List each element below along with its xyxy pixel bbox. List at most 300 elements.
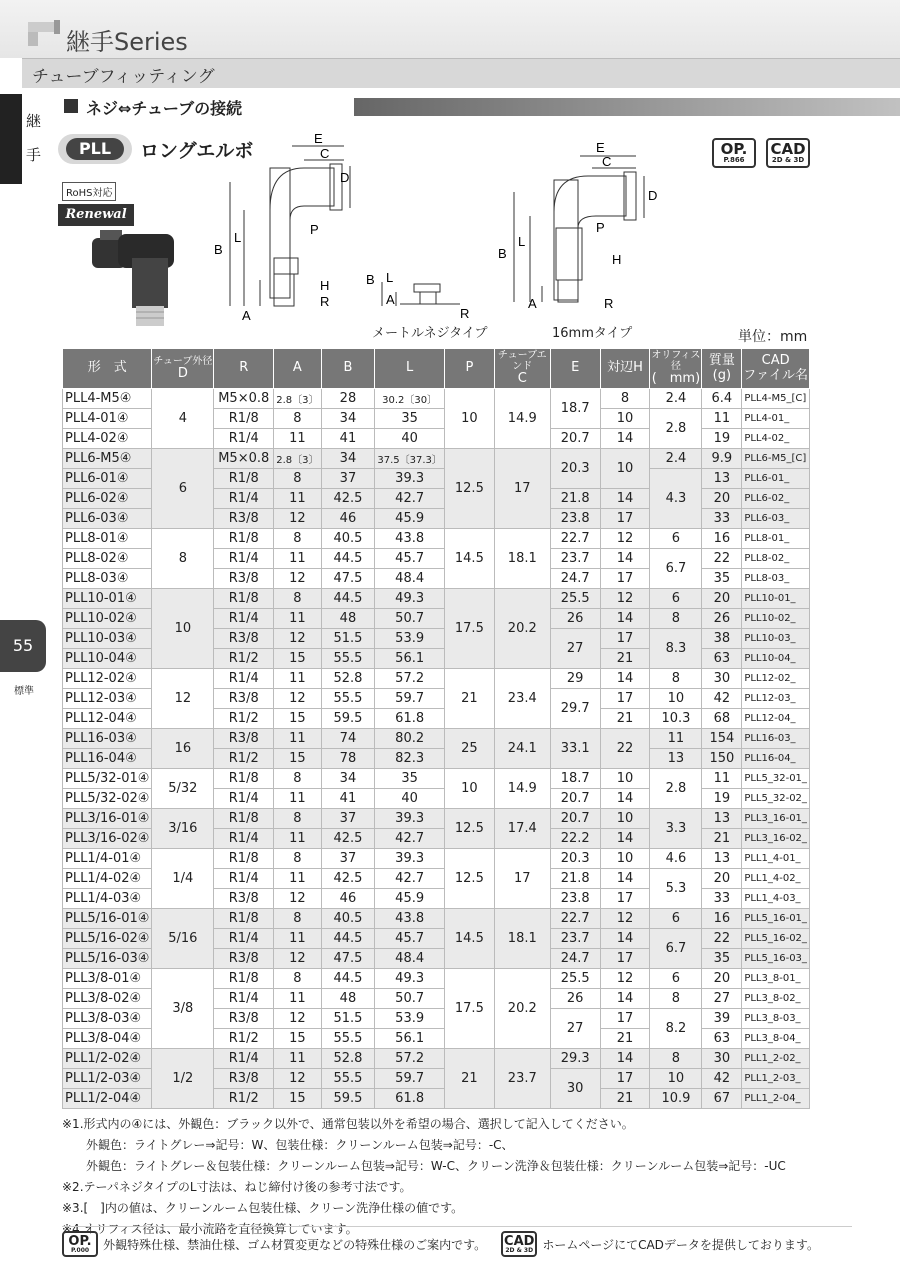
cell-l: 50.7 [375, 989, 445, 1009]
col-orifice [650, 349, 702, 389]
cell-l: 30.2〔30〕 [375, 389, 445, 409]
cell-h: 14 [600, 789, 650, 809]
cell-l: 40 [375, 429, 445, 449]
cell-h: 14 [600, 429, 650, 449]
cell-r: R3/8 [214, 629, 274, 649]
dim-label-d-16mm: D [648, 188, 658, 203]
cell-r: R1/8 [214, 769, 274, 789]
cell-cad: PLL5_16-02_ [742, 929, 810, 949]
col-tube-od-1: チューブ外径 [153, 355, 213, 367]
cell-e: 22.2 [550, 829, 600, 849]
footer-cad-badge[interactable] [501, 1231, 537, 1257]
cell-h: 14 [600, 989, 650, 1009]
dim-label-b-16mm: B [498, 246, 507, 261]
op-badge[interactable] [712, 138, 756, 168]
cell-b: 55.5 [321, 1069, 375, 1089]
cell-o: 10.3 [650, 709, 702, 729]
dim-label-p-16mm: P [596, 220, 605, 235]
cell-d: 5/32 [152, 769, 214, 809]
cell-c: 24.1 [494, 729, 550, 769]
cell-c: 23.4 [494, 669, 550, 729]
cell-a: 8 [274, 909, 321, 929]
cell-c: 17 [494, 449, 550, 529]
cell-l: 49.3 [375, 969, 445, 989]
cell-g: 154 [702, 729, 742, 749]
cell-m: PLL1/2-04④ [63, 1089, 152, 1109]
col-tube-end-1: チューブエンド [497, 350, 547, 373]
cell-b: 55.5 [321, 689, 375, 709]
cell-r: R3/8 [214, 949, 274, 969]
cell-b: 37 [321, 469, 375, 489]
cell-r: R1/8 [214, 969, 274, 989]
cell-a: 11 [274, 869, 321, 889]
cell-o: 10 [650, 689, 702, 709]
cell-g: 42 [702, 689, 742, 709]
cell-m: PLL10-01④ [63, 589, 152, 609]
cell-l: 50.7 [375, 609, 445, 629]
cell-c: 20.2 [494, 589, 550, 669]
side-chars [26, 104, 42, 172]
cell-m: PLL12-03④ [63, 689, 152, 709]
cell-b: 44.5 [321, 969, 375, 989]
cell-cad: PLL3_8-04_ [742, 1029, 810, 1049]
cell-b: 59.5 [321, 1089, 375, 1109]
side-tab [0, 94, 22, 184]
cell-b: 51.5 [321, 1009, 375, 1029]
cell-h: 17 [600, 1009, 650, 1029]
cell-r: R1/8 [214, 909, 274, 929]
cell-g: 20 [702, 869, 742, 889]
dim-label-b-metric: B [366, 272, 375, 287]
cell-cad: PLL1_2-04_ [742, 1089, 810, 1109]
cell-h: 10 [600, 849, 650, 869]
cell-g: 38 [702, 629, 742, 649]
dim-label-r-metric: R [460, 306, 470, 321]
cell-m: PLL3/16-02④ [63, 829, 152, 849]
footer-cad-sub: 2D & 3D [505, 1247, 534, 1254]
cell-e: 18.7 [550, 389, 600, 429]
cell-a: 12 [274, 949, 321, 969]
cell-cad: PLL3_8-01_ [742, 969, 810, 989]
footer-op-text: 外観特殊仕様、禁油仕様、ゴム材質変更などの特殊仕様のご案内です。 [103, 1237, 487, 1252]
cell-h: 14 [600, 549, 650, 569]
cell-cad: PLL3_16-02_ [742, 829, 810, 849]
cell-a: 11 [274, 929, 321, 949]
cell-cad: PLL5_32-02_ [742, 789, 810, 809]
cell-a: 11 [274, 1049, 321, 1069]
cell-d: 3/8 [152, 969, 214, 1049]
cell-r: R3/8 [214, 569, 274, 589]
section-heading [64, 96, 900, 118]
cell-r: R1/2 [214, 649, 274, 669]
cell-a: 8 [274, 969, 321, 989]
cell-g: 35 [702, 569, 742, 589]
cell-r: R1/8 [214, 589, 274, 609]
col-a: A [274, 349, 321, 389]
cell-e: 30 [550, 1069, 600, 1109]
cell-o: 2.8 [650, 769, 702, 809]
cell-o: 10.9 [650, 1089, 702, 1109]
cell-o: 8.2 [650, 1009, 702, 1049]
cell-cad: PLL8-03_ [742, 569, 810, 589]
cell-g: 11 [702, 769, 742, 789]
cell-r: R1/2 [214, 1089, 274, 1109]
cell-m: PLL1/2-02④ [63, 1049, 152, 1069]
cell-e: 21.8 [550, 489, 600, 509]
subheader-band [22, 58, 900, 88]
cell-m: PLL4-02④ [63, 429, 152, 449]
cell-o: 6 [650, 969, 702, 989]
cell-p: 12.5 [444, 809, 494, 849]
cell-h: 14 [600, 669, 650, 689]
cell-e: 20.7 [550, 809, 600, 829]
cell-b: 74 [321, 729, 375, 749]
dim-label-h-16mm: H [612, 252, 622, 267]
col-l: L [375, 349, 445, 389]
header-subtitle: チューブフィッティング [32, 67, 215, 87]
cell-c: 14.9 [494, 389, 550, 449]
cell-d: 5/16 [152, 909, 214, 969]
cell-e: 25.5 [550, 589, 600, 609]
cell-e: 23.8 [550, 889, 600, 909]
table-row [63, 729, 810, 749]
cell-a: 15 [274, 749, 321, 769]
page-number: 55 [0, 620, 46, 672]
cell-a: 11 [274, 669, 321, 689]
dim-label-b: B [214, 242, 223, 257]
cell-l: 39.3 [375, 809, 445, 829]
cell-r: R3/8 [214, 689, 274, 709]
table-row [63, 529, 810, 549]
cell-a: 11 [274, 989, 321, 1009]
cell-r: R3/8 [214, 889, 274, 909]
note-line: ※2.テーパネジタイプのL寸法は、ねじ締付け後の参考寸法です。 [62, 1180, 412, 1194]
cell-m: PLL8-02④ [63, 549, 152, 569]
table-body [63, 389, 810, 1109]
cell-d: 3/16 [152, 809, 214, 849]
cell-r: R1/4 [214, 549, 274, 569]
cell-a: 15 [274, 649, 321, 669]
cell-d: 4 [152, 389, 214, 449]
op-badge-label: OP. [720, 140, 748, 158]
note-line: 外観色：ライトグレー⇒記号：W、包装仕様：クリーンルーム包装⇒記号：-C、 [62, 1138, 514, 1152]
cell-o: 10 [650, 1069, 702, 1089]
cell-g: 13 [702, 809, 742, 829]
cell-cad: PLL12-02_ [742, 669, 810, 689]
table-row [63, 589, 810, 609]
cell-p: 17.5 [444, 969, 494, 1049]
cell-h: 22 [600, 729, 650, 769]
cell-o: 8.3 [650, 629, 702, 669]
table-row [63, 389, 810, 409]
cell-b: 59.5 [321, 709, 375, 729]
dim-label-l-16mm: L [518, 234, 526, 249]
cell-l: 59.7 [375, 689, 445, 709]
dim-label-a-metric: A [386, 292, 395, 307]
dim-label-d: D [340, 170, 350, 185]
cell-m: PLL6-M5④ [63, 449, 152, 469]
cell-g: 150 [702, 749, 742, 769]
cell-m: PLL10-04④ [63, 649, 152, 669]
cell-g: 20 [702, 589, 742, 609]
cell-h: 17 [600, 1069, 650, 1089]
dim-label-c-16mm: C [602, 154, 612, 169]
cell-cad: PLL10-03_ [742, 629, 810, 649]
cell-b: 46 [321, 509, 375, 529]
table-row [63, 849, 810, 869]
cell-b: 48 [321, 609, 375, 629]
cell-g: 19 [702, 429, 742, 449]
cell-l: 43.8 [375, 909, 445, 929]
col-model: 形 式 [63, 349, 152, 389]
cell-h: 8 [600, 389, 650, 409]
dim-label-a: A [242, 308, 251, 323]
footer-cad-text: ホームページにてCADデータを提供しております。 [542, 1237, 819, 1252]
footer-op-label: OP. [68, 1234, 92, 1249]
cell-h: 17 [600, 569, 650, 589]
cell-g: 39 [702, 1009, 742, 1029]
cell-e: 29.3 [550, 1049, 600, 1069]
cell-g: 20 [702, 489, 742, 509]
product-name: ロングエルボ [140, 140, 254, 162]
product-code: PLL [66, 138, 124, 160]
cell-e: 18.7 [550, 769, 600, 789]
cell-l: 42.7 [375, 489, 445, 509]
cell-r: R1/8 [214, 409, 274, 429]
cell-b: 47.5 [321, 569, 375, 589]
cell-b: 78 [321, 749, 375, 769]
cell-m: PLL6-03④ [63, 509, 152, 529]
cell-r: M5×0.8 [214, 389, 274, 409]
cell-g: 33 [702, 509, 742, 529]
cell-a: 8 [274, 469, 321, 489]
table-header-row [63, 349, 810, 389]
cell-p: 25 [444, 729, 494, 769]
cell-l: 57.2 [375, 669, 445, 689]
cell-g: 63 [702, 649, 742, 669]
cell-g: 16 [702, 529, 742, 549]
cell-b: 48 [321, 989, 375, 1009]
section-square-icon [64, 99, 78, 113]
cell-o: 2.8 [650, 409, 702, 449]
cell-cad: PLL1_2-03_ [742, 1069, 810, 1089]
cell-m: PLL8-03④ [63, 569, 152, 589]
cell-o: 8 [650, 1049, 702, 1069]
col-h: 対辺H [600, 349, 650, 389]
cell-m: PLL5/16-03④ [63, 949, 152, 969]
cell-cad: PLL10-02_ [742, 609, 810, 629]
cell-l: 80.2 [375, 729, 445, 749]
cell-g: 42 [702, 1069, 742, 1089]
cell-l: 59.7 [375, 1069, 445, 1089]
cell-a: 2.8〔3〕 [274, 389, 321, 409]
dim-label-l: L [234, 230, 242, 245]
cell-a: 12 [274, 569, 321, 589]
cell-l: 48.4 [375, 949, 445, 969]
cell-o: 8 [650, 669, 702, 689]
cell-r: R1/2 [214, 749, 274, 769]
cell-d: 16 [152, 729, 214, 769]
op-badge-page: P.866 [723, 156, 745, 164]
cell-h: 10 [600, 809, 650, 829]
cell-m: PLL1/4-01④ [63, 849, 152, 869]
fitting-logo-icon [28, 20, 60, 46]
cell-g: 19 [702, 789, 742, 809]
cell-c: 14.9 [494, 769, 550, 809]
cell-b: 37 [321, 809, 375, 829]
cell-a: 11 [274, 829, 321, 849]
cell-g: 20 [702, 969, 742, 989]
cell-l: 35 [375, 409, 445, 429]
cell-m: PLL6-02④ [63, 489, 152, 509]
cell-r: R1/8 [214, 849, 274, 869]
cell-a: 11 [274, 789, 321, 809]
cell-cad: PLL1_4-01_ [742, 849, 810, 869]
cell-r: R1/4 [214, 929, 274, 949]
cell-a: 12 [274, 1069, 321, 1089]
cell-p: 14.5 [444, 529, 494, 589]
cell-m: PLL3/8-04④ [63, 1029, 152, 1049]
col-mass-1: 質量 [708, 353, 735, 369]
col-e: E [550, 349, 600, 389]
cell-b: 51.5 [321, 629, 375, 649]
col-mass [702, 349, 742, 389]
rohs-badge: RoHS対応 [62, 182, 116, 201]
cell-m: PLL16-04④ [63, 749, 152, 769]
cell-h: 10 [600, 769, 650, 789]
cell-a: 8 [274, 589, 321, 609]
note-line: 外観色：ライトグレー＆包装仕様：クリーンルーム包装⇒記号：W-C、クリーン洗浄＆包装仕様：クリーンルーム包装⇒記号：-UC [62, 1159, 786, 1173]
cell-m: PLL6-01④ [63, 469, 152, 489]
cell-m: PLL10-03④ [63, 629, 152, 649]
dim-label-e-16mm: E [596, 140, 605, 155]
cell-m: PLL5/16-01④ [63, 909, 152, 929]
cell-c: 18.1 [494, 529, 550, 589]
cell-d: 8 [152, 529, 214, 589]
cell-e: 29 [550, 669, 600, 689]
cell-cad: PLL5_16-01_ [742, 909, 810, 929]
cad-badge-label: CAD [770, 140, 806, 158]
cell-m: PLL12-02④ [63, 669, 152, 689]
cell-m: PLL1/4-03④ [63, 889, 152, 909]
cell-cad: PLL1_2-02_ [742, 1049, 810, 1069]
cell-b: 42.5 [321, 829, 375, 849]
cell-o: 11 [650, 729, 702, 749]
cell-r: R1/4 [214, 429, 274, 449]
cell-m: PLL3/16-01④ [63, 809, 152, 829]
cell-d: 1/4 [152, 849, 214, 909]
cell-cad: PLL4-02_ [742, 429, 810, 449]
cell-h: 17 [600, 949, 650, 969]
cell-h: 14 [600, 869, 650, 889]
cell-cad: PLL3_16-01_ [742, 809, 810, 829]
cell-p: 21 [444, 1049, 494, 1109]
cell-a: 11 [274, 429, 321, 449]
cell-l: 57.2 [375, 1049, 445, 1069]
cell-cad: PLL10-04_ [742, 649, 810, 669]
cell-r: R1/4 [214, 789, 274, 809]
cell-p: 10 [444, 769, 494, 809]
note-line: ※4.オリフィス径は、最小流路を直径換算しています。 [62, 1222, 358, 1236]
cell-g: 21 [702, 829, 742, 849]
cell-b: 34 [321, 409, 375, 429]
cell-c: 18.1 [494, 909, 550, 969]
cell-e: 21.8 [550, 869, 600, 889]
cell-l: 40 [375, 789, 445, 809]
cell-r: R1/8 [214, 469, 274, 489]
cell-cad: PLL3_8-02_ [742, 989, 810, 1009]
cell-e: 24.7 [550, 949, 600, 969]
cell-o: 4.6 [650, 849, 702, 869]
cell-h: 21 [600, 1029, 650, 1049]
cell-o: 3.3 [650, 809, 702, 849]
cell-m: PLL3/8-01④ [63, 969, 152, 989]
dim-label-l-metric: L [386, 270, 394, 285]
cell-o: 5.3 [650, 869, 702, 909]
cad-badge[interactable] [766, 138, 810, 168]
cell-r: R3/8 [214, 1069, 274, 1089]
cell-b: 41 [321, 429, 375, 449]
cell-g: 22 [702, 929, 742, 949]
cell-g: 9.9 [702, 449, 742, 469]
cell-e: 20.7 [550, 789, 600, 809]
cell-c: 17 [494, 849, 550, 909]
cell-g: 11 [702, 409, 742, 429]
cell-r: M5×0.8 [214, 449, 274, 469]
cell-cad: PLL1_4-03_ [742, 889, 810, 909]
cell-h: 12 [600, 969, 650, 989]
cell-h: 14 [600, 609, 650, 629]
cell-b: 52.8 [321, 669, 375, 689]
cell-l: 35 [375, 769, 445, 789]
cell-l: 56.1 [375, 649, 445, 669]
cell-m: PLL8-01④ [63, 529, 152, 549]
note-line: ※3.[ ]内の値は、クリーンルーム包装仕様、クリーン洗浄仕様の値です。 [62, 1201, 464, 1215]
cell-g: 16 [702, 909, 742, 929]
cell-cad: PLL16-04_ [742, 749, 810, 769]
renewal-badge: Renewal [58, 204, 134, 226]
cell-b: 55.5 [321, 1029, 375, 1049]
cell-g: 22 [702, 549, 742, 569]
table-row [63, 909, 810, 929]
cell-r: R1/4 [214, 829, 274, 849]
cell-a: 11 [274, 609, 321, 629]
cell-b: 34 [321, 449, 375, 469]
cell-e: 26 [550, 609, 600, 629]
cell-e: 24.7 [550, 569, 600, 589]
cell-h: 10 [600, 449, 650, 489]
cell-a: 15 [274, 1089, 321, 1109]
cell-r: R1/2 [214, 709, 274, 729]
cell-o: 8 [650, 609, 702, 629]
cell-cad: PLL4-01_ [742, 409, 810, 429]
cell-h: 14 [600, 929, 650, 949]
cell-cad: PLL6-02_ [742, 489, 810, 509]
cell-l: 45.7 [375, 929, 445, 949]
cell-cad: PLL5_16-03_ [742, 949, 810, 969]
footer-op-badge[interactable] [62, 1231, 98, 1257]
cell-l: 61.8 [375, 709, 445, 729]
cell-l: 45.9 [375, 889, 445, 909]
cell-g: 30 [702, 1049, 742, 1069]
cell-a: 12 [274, 509, 321, 529]
cell-cad: PLL6-03_ [742, 509, 810, 529]
cell-b: 44.5 [321, 589, 375, 609]
dim-label-p: P [310, 222, 319, 237]
cell-cad: PLL6-01_ [742, 469, 810, 489]
cell-h: 12 [600, 909, 650, 929]
cell-h: 21 [600, 1089, 650, 1109]
